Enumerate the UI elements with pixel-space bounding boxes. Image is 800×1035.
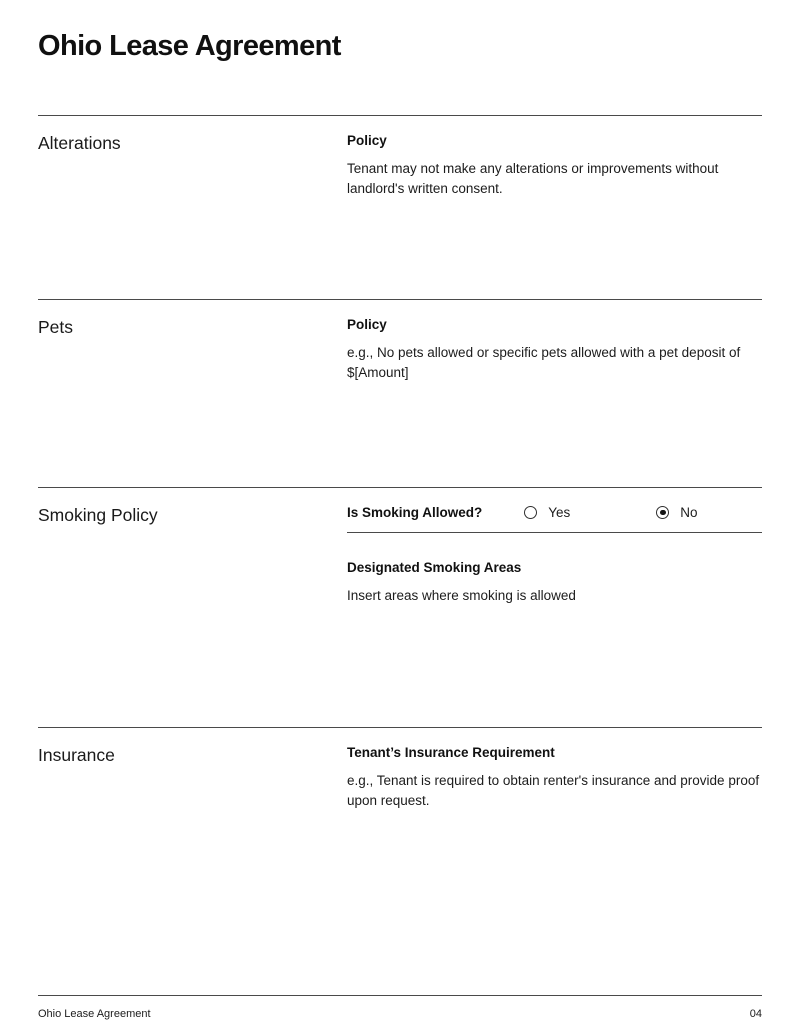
field-text: e.g., Tenant is required to obtain renter's insurance and provide proof upon request. <box>347 773 760 809</box>
page-footer <box>38 995 762 1035</box>
radio-icon[interactable] <box>656 506 669 519</box>
field-heading: Designated Smoking Areas <box>347 560 522 575</box>
field-heading: Tenant’s Insurance Requirement <box>347 745 555 760</box>
radio-label: No <box>680 505 698 520</box>
section-label-pets: Pets <box>38 317 74 337</box>
section-label-smoking-policy: Smoking Policy <box>38 505 158 525</box>
field-pets-policy <box>347 317 762 384</box>
smoking-allowed-radio-group <box>524 505 697 520</box>
field-alterations-policy <box>347 133 762 200</box>
field-text: Tenant may not make any alterations or improvements without landlord's written consent. <box>347 161 719 197</box>
section-insurance <box>38 727 762 927</box>
page-title: Ohio Lease Agreement <box>38 30 341 62</box>
section-alterations <box>38 115 762 299</box>
field-heading: Policy <box>347 133 387 148</box>
section-label-alterations: Alterations <box>38 133 121 153</box>
field-text: Insert areas where smoking is allowed <box>347 588 576 603</box>
footer-document-name: Ohio Lease Agreement <box>38 1008 151 1020</box>
footer-page-number: 04 <box>749 1008 762 1020</box>
sections-container <box>38 115 762 927</box>
radio-icon[interactable] <box>524 506 537 519</box>
smoking-allowed-question <box>347 505 762 533</box>
field-designated-smoking-areas <box>347 560 762 606</box>
field-text: e.g., No pets allowed or specific pets allowed with a pet deposit of $[Amount] <box>347 345 741 381</box>
section-smoking-policy <box>38 487 762 727</box>
radio-option-yes[interactable] <box>524 505 570 520</box>
section-pets <box>38 299 762 487</box>
field-heading: Policy <box>347 317 387 332</box>
question-label: Is Smoking Allowed? <box>347 505 483 520</box>
section-label-insurance: Insurance <box>38 745 115 765</box>
radio-label: Yes <box>548 505 571 520</box>
field-insurance-requirement <box>347 745 762 812</box>
radio-option-no[interactable] <box>656 505 697 520</box>
